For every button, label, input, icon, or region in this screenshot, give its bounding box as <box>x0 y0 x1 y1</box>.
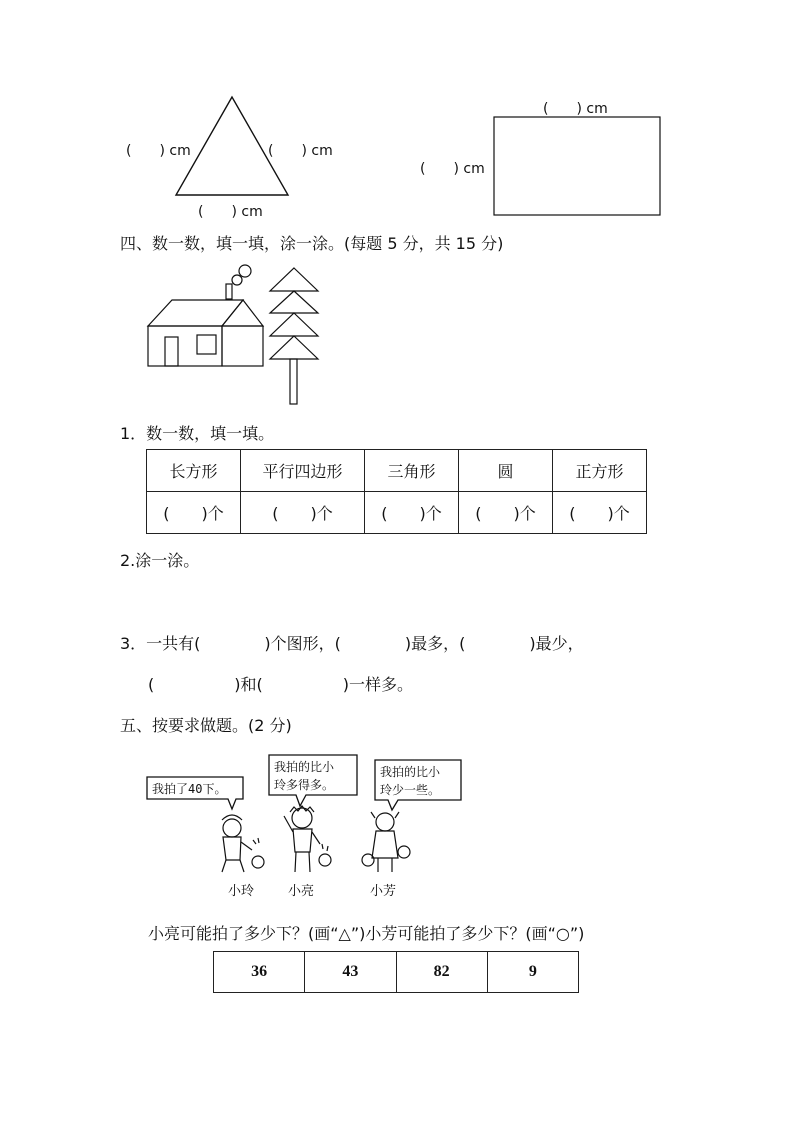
kid-fang <box>362 812 410 872</box>
number-cell[interactable]: 43 <box>305 952 396 993</box>
question-2: 2.涂一涂。 <box>120 551 200 570</box>
question-3-line1: 3．一共有( )个图形，( )最多，( )最少， <box>120 634 584 653</box>
triangle-right-label: ( ) cm <box>268 143 333 159</box>
rect-top-label: ( ) cm <box>543 101 608 117</box>
header-cell: 长方形 <box>147 450 241 492</box>
answer-cell[interactable]: ( )个 <box>553 492 647 534</box>
number-cell[interactable]: 36 <box>214 952 305 993</box>
answer-cell[interactable]: ( )个 <box>147 492 241 534</box>
header-cell: 圆 <box>459 450 553 492</box>
section4-heading: 四、数一数，填一填，涂一涂。(每题 5 分，共 15 分) <box>120 234 504 253</box>
question-1: 1．数一数，填一填。 <box>120 424 275 443</box>
header-cell: 三角形 <box>365 450 459 492</box>
bubble-liang-line1: 我拍的比小 <box>274 760 335 774</box>
triangle-bottom-label: ( ) cm <box>198 204 263 220</box>
section5-heading: 五、按要求做题。(2 分) <box>120 716 292 735</box>
bubble-ling: 我拍了40下。 <box>152 782 227 796</box>
answer-cell[interactable]: ( )个 <box>459 492 553 534</box>
kid-liang <box>284 806 331 872</box>
triangle-left-label: ( ) cm <box>126 143 191 159</box>
name-fang: 小芳 <box>370 884 397 899</box>
number-cell[interactable]: 9 <box>487 952 578 993</box>
answer-cell[interactable]: ( )个 <box>365 492 459 534</box>
name-ling: 小玲 <box>228 884 255 899</box>
header-cell: 正方形 <box>553 450 647 492</box>
rect-left-label: ( ) cm <box>420 161 485 177</box>
bubble-fang-line2: 玲少一些。 <box>380 783 441 797</box>
number-cell[interactable]: 82 <box>396 952 487 993</box>
header-cell: 平行四边形 <box>241 450 365 492</box>
number-row <box>214 952 579 993</box>
kid-ling <box>222 815 264 872</box>
bubble-liang-line2: 玲多得多。 <box>274 778 335 792</box>
section5-question: 小亮可能拍了多少下？(画“△”)小芳可能拍了多少下？(画“○”) <box>148 924 585 943</box>
number-choice-table <box>213 951 579 993</box>
bubble-fang-line1: 我拍的比小 <box>380 765 441 779</box>
question-3-line2: ( )和( )一样多。 <box>148 675 413 694</box>
answer-cell[interactable]: ( )个 <box>241 492 365 534</box>
name-liang: 小亮 <box>288 884 315 899</box>
